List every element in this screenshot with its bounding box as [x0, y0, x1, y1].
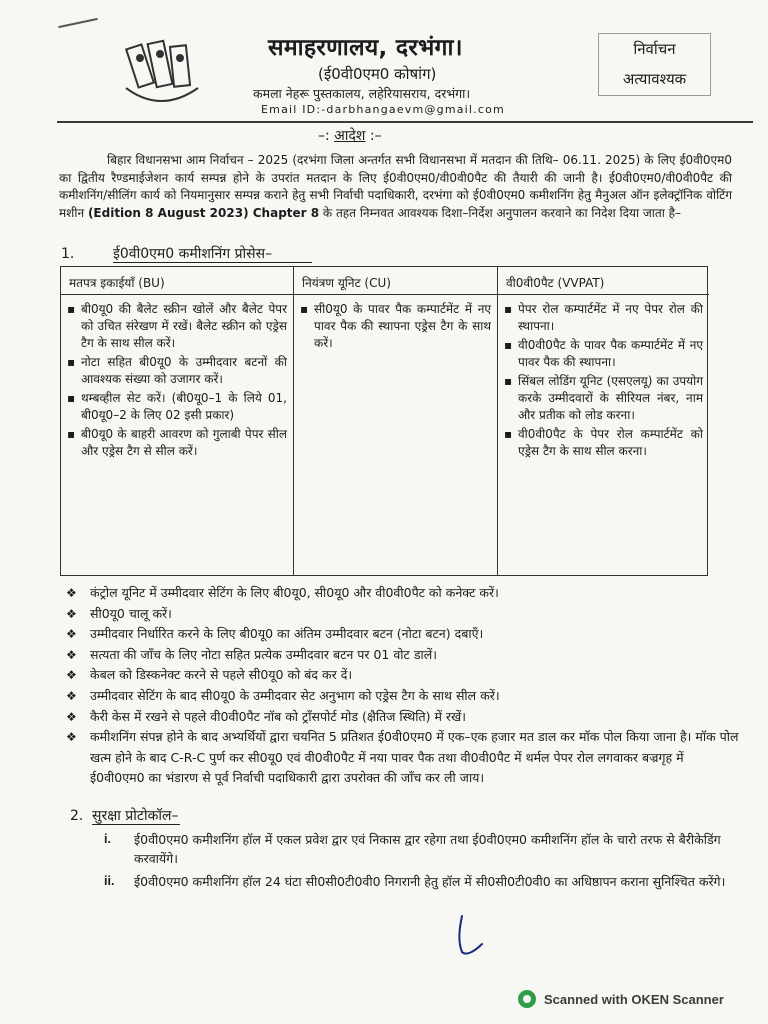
list-item: ❖ उम्मीदवार सेटिंग के बाद सी0यू0 के उम्मीदवार सेट अनुभाग को एड्रेस टैग के साथ सील करें। — [66, 686, 742, 707]
item-number: ii. — [104, 874, 115, 888]
election-logo-icon — [118, 36, 204, 114]
list-item: ▪ बी0यू0 के बाहरी आवरण को गुलाबी पेपर सील और एड्रेस टैग से सील करें। — [67, 426, 287, 460]
section-2-number: 2. — [70, 808, 84, 824]
table-column-vvpat — [498, 267, 709, 575]
office-title: समाहरणालय, दरभंगा। — [268, 35, 463, 61]
table-column-bu — [61, 267, 294, 575]
office-email: Email ID:-darbhangaevm@gmail.com — [261, 103, 505, 116]
order-heading-prefix: –: — [318, 128, 330, 144]
table-header-vvpat: वी0वी0पैट (VVPAT) — [498, 267, 709, 295]
list-item: ❖ सत्यता की जाँच के लिए नोटा सहित प्रत्येक उम्मीदवार बटन पर 01 वोट डालें। — [66, 645, 742, 666]
intro-tail: के तहत निम्नवत आवश्यक दिशा–निर्देश अनुपालन करवाने का निदेश दिया जाता है– — [319, 205, 682, 220]
order-heading-suffix: :– — [369, 128, 382, 144]
list-item — [104, 830, 744, 868]
table-header-bu: मतपत्र इकाईयाँ (BU) — [61, 267, 293, 295]
bu-steps-list — [61, 295, 293, 460]
list-item: ▪ सिंबल लोडिंग यूनिट (एसएलयू) का उपयोग करके उम्मीदवारों के सीरियल नंबर, नाम और प्रतीक को लोड करना। — [504, 373, 703, 424]
item-number: i. — [104, 832, 111, 846]
signature-mark — [450, 912, 490, 958]
pen-mark — [58, 18, 98, 28]
intro-text: बिहार विधानसभा आम निर्वाचन – 2025 (दरभंगा जिला अन्तर्गत सभी विधानसभा में मतदान की तिथि– 06.11. 2025) के लिए ई0वी0एम0 का द्वितीय रैण्डमाईजेशन कार्य सम्पन्न होने के उपरांत मतदान के लिए ई0वी0एम0/वी0वी0पैट की तैयारी की जानी है। ई0वी0एम0/वी0वी0पैट की कमीशनिंग/सीलिंग कार्य को नियमानुसार सम्पन्न कराने हेतु सभी निर्वाची पदाधिकारी, दरभंगा को ई0वी0एम0 कमीशनिंग हेतु मैनुअल ऑन इलेक्ट्रॉनिक वोटिंग मशीन — [59, 153, 732, 220]
scanner-watermark — [518, 990, 724, 1008]
commissioning-steps-list — [66, 583, 742, 789]
list-item: ▪ थम्बव्हील सेट करें। (बी0यू0–1 के लिये 01, बी0यू0–2 के लिए 02 इसी प्रकार) — [67, 390, 287, 424]
order-intro-paragraph — [59, 152, 732, 222]
header-divider — [57, 121, 753, 123]
section-2-title: सुरक्षा प्रोटोकॉल– — [92, 808, 179, 824]
office-subtitle: (ई0वी0एम0 कोषांग) — [318, 65, 437, 83]
security-protocol-list — [104, 830, 744, 895]
stamp-line-urgent: अत्यावश्यक — [622, 70, 687, 88]
table-header-cu: नियंत्रण यूनिट (CU) — [294, 267, 497, 295]
intro-manual-reference: (Edition 8 August 2023) Chapter 8 — [87, 205, 320, 220]
list-item: ❖ कमीशनिंग संपन्न होने के बाद अभ्यर्थियों द्वारा चयनित 5 प्रतिशत ई0वी0एम0 में एक–एक हजार मत डाल कर मॉक पोल किया जाना है। मॉक पोल खत्म होने के बाद C-R-C पुर्ण कर सी0यू0 एवं वी0वी0पैट में नया पावर पैक तथा वी0वी0पैट में थर्मल पेपर रोल लगवाकर बज्रगृह में ई0वी0एम0 का भंडारण से पूर्व निर्वाची पदाधिकारी द्वारा उपरोक्त की जाँच कर ली जाय। — [66, 727, 742, 789]
list-item: ❖ कंट्रोल यूनिट में उम्मीदवार सेटिंग के लिए बी0यू0, सी0यू0 और वी0वी0पैट को कनेक्ट करें। — [66, 583, 742, 604]
item-text: ई0वी0एम0 कमीशनिंग हॉल 24 घंटा सी0सी0टी0वी0 निगरानी हेतु हॉल में सी0सी0टी0वी0 का अधिष्ठापन कराना सुनिश्चित करेंगे। — [134, 874, 726, 889]
list-item: ❖ कैरी केस में रखने से पहले वी0वी0पैट नॉब को ट्रॉंसपोर्ट मोड (क्षैतिज स्थिति) में रखें। — [66, 707, 742, 728]
section-1-heading — [61, 244, 312, 263]
list-item: ❖ केबल को डिस्कनेक्ट करने से पहले सी0यू0 को बंद कर दें। — [66, 665, 742, 686]
item-text: ई0वी0एम0 कमीशनिंग हॉल में एकल प्रवेश द्वार एवं निकास द्वार रहेगा तथा ई0वी0एम0 कमीशनिंग हॉल के चारो तरफ से बैरीकेडिंग करवायेंगे। — [134, 832, 721, 866]
commissioning-table — [60, 266, 708, 576]
order-heading-text: आदेश — [334, 128, 366, 144]
scanner-text: Scanned with OKEN Scanner — [544, 991, 724, 1007]
list-item: ❖ सी0यू0 चालू करें। — [66, 604, 742, 625]
table-column-cu — [294, 267, 498, 575]
vvpat-steps-list — [498, 295, 709, 460]
list-item — [104, 872, 744, 891]
list-item: ▪ बी0यू0 की बैलेट स्क्रीन खोलें और बैलेट पेपर को उचित संरेखण में रखें। बैलेट स्क्रीन को एड्रेस टैग के साथ सील करें। — [67, 301, 287, 352]
oken-logo-icon — [518, 990, 536, 1008]
list-item: ▪ वी0वी0पैट के पावर पैक कम्पार्टमेंट में नए पावर पैक की स्थापना। — [504, 337, 703, 371]
stamp-line-election: निर्वाचन — [633, 40, 676, 58]
order-heading — [318, 126, 382, 145]
office-address: कमला नेहरू पुस्तकालय, लहेरियासराय, दरभंगा। — [253, 86, 471, 101]
list-item: ▪ वी0वी0पैट के पेपर रोल कम्पार्टमेंट को एड्रेस टैग के साथ सील करना। — [504, 426, 703, 460]
section-1-number: 1. — [61, 246, 75, 262]
list-item: ❖ उम्मीदवार निर्धारित करने के लिए बी0यू0 का अंतिम उम्मीदवार बटन (नोटा बटन) दबाएँ। — [66, 624, 742, 645]
priority-stamp — [598, 33, 711, 96]
list-item: ▪ पेपर रोल कम्पार्टमेंट में नए पेपर रोल की स्थापना। — [504, 301, 703, 335]
list-item: ▪ सी0यू0 के पावर पैक कम्पार्टमेंट में नए पावर पैक की स्थापना एड्रेस टैग के साथ करें। — [300, 301, 491, 352]
section-2-heading — [70, 806, 180, 825]
list-item: ▪ नोटा सहित बी0यू0 के उम्मीदवार बटनों की आवश्यक संख्या को उजागर करें। — [67, 354, 287, 388]
cu-steps-list — [294, 295, 497, 352]
section-1-title: ई0वी0एम0 कमीशनिंग प्रोसेस– — [113, 246, 312, 263]
